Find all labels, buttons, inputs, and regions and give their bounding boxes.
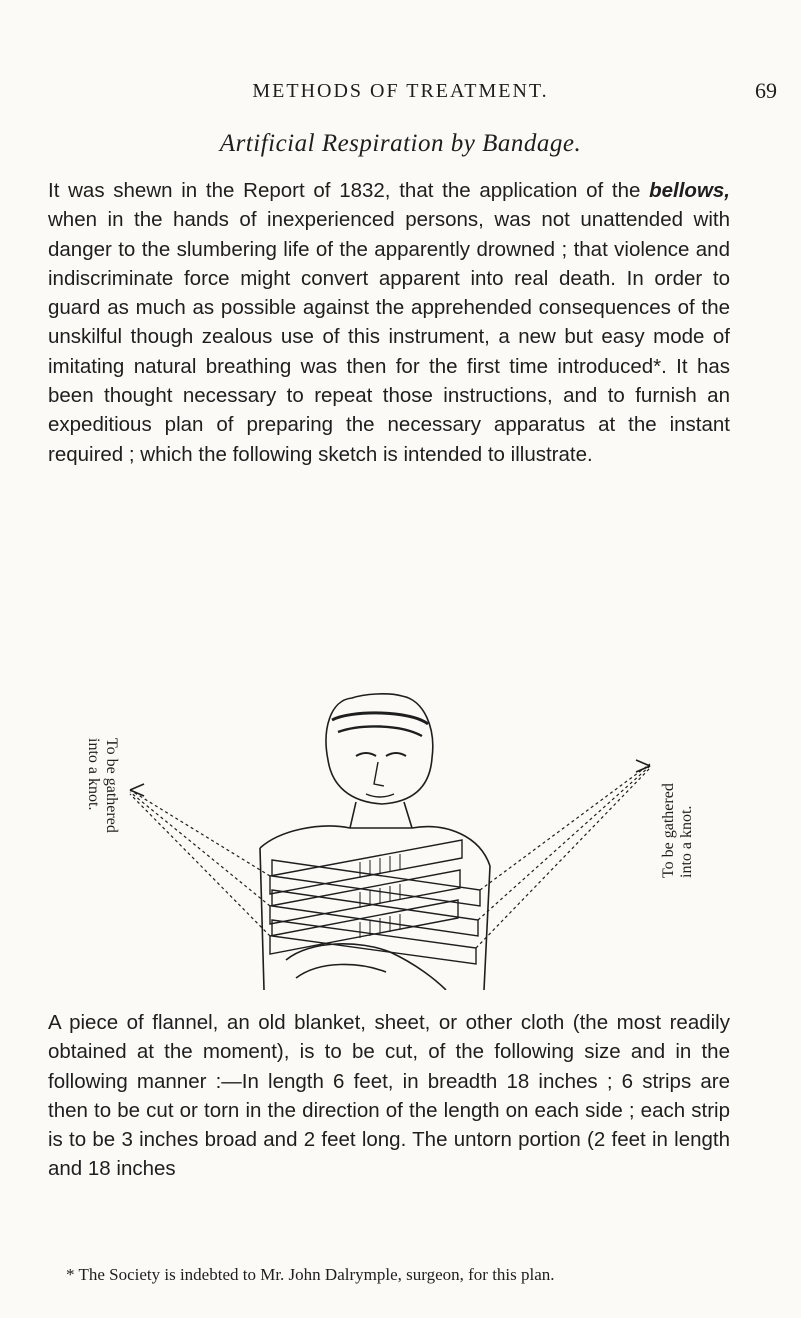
right-label-line-2: into a knot. (678, 805, 695, 878)
page-header (0, 74, 801, 110)
right-knot-label (660, 708, 704, 878)
left-label-line-1: To be gathered (103, 738, 120, 833)
body-paragraph-1 (48, 176, 730, 469)
running-head: METHODS OF TREATMENT. (252, 80, 549, 102)
left-label-line-2: into a knot. (85, 738, 102, 811)
para1-emphasis: bellows, (649, 179, 730, 202)
para1-before: It was shewn in the Report of 1832, that the application of the (48, 179, 650, 202)
left-knot-label (85, 738, 120, 958)
bandage-illustration (60, 690, 740, 990)
section-title: Artificial Respiration by Bandage. (219, 130, 582, 157)
page-number: 69 (755, 78, 777, 103)
para1-after: when in the hands of inexperienced persons, was not unattended with danger to the slumbering life of the apparently drowned ; that violence and indiscriminate force might convert apparent into real death. In order to guard as much as possible against the apprehended consequences of the unskilful though zealous use of this instrument, a new but easy mode of imitating natural breathing was then for the first time introduced*. It has been thought necessary to repeat those instructions, and to furnish an expeditious plan of preparing the necessary apparatus at the instant required ; which the following sketch is intended to illustrate. (48, 208, 730, 466)
body-paragraph-2: A piece of flannel, an old blanket, sheet, or other cloth (the most readily obtained at the moment), is to be cut, of the following size and in the following manner :—In length 6 feet, in breadth 18 inches ; 6 strips are then to be cut or torn in the direction of the length on each side ; each strip is to be 3 inches broad and 2 feet long. The untorn portion (2 feet in length and 18 inches (48, 1011, 730, 1181)
right-label-line-1: To be gathered (660, 783, 677, 878)
footnote: * The Society is indebted to Mr. John Dalrymple, surgeon, for this plan. (66, 1265, 555, 1284)
